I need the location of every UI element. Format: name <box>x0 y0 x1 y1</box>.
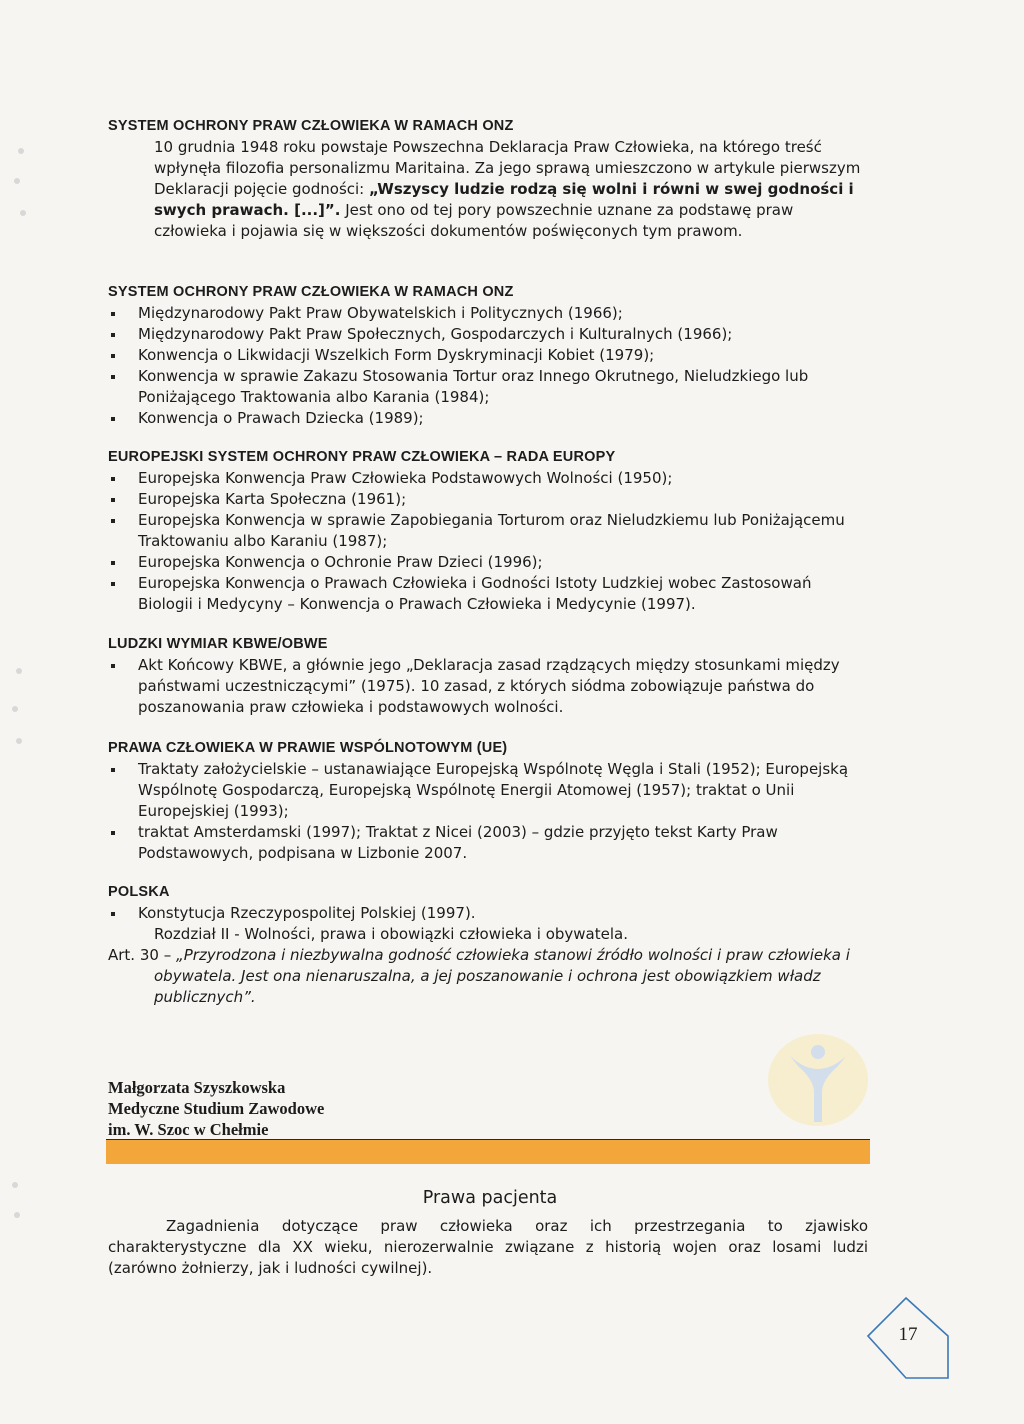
section-heading: LUDZKI WYMIAR KBWE/OBWE <box>108 636 328 652</box>
list-item: Europejska Konwencja w sprawie Zapobiegania Torturom oraz Nieludzkiemu lub Poniżającemu Traktowaniu albo Karaniu (1987); <box>108 510 868 552</box>
author-name: Małgorzata Szyszkowska <box>108 1078 286 1097</box>
list-item: Międzynarodowy Pakt Praw Społecznych, Gospodarczych i Kulturalnych (1966); <box>108 324 868 345</box>
list-item: traktat Amsterdamski (1997); Traktat z Nicei (2003) – gdzie przyjęto tekst Karty Praw Podstawowych, podpisana w Lizbonie 2007. <box>108 822 868 864</box>
section-kbwe <box>108 634 868 718</box>
list-item: Europejska Konwencja Praw Człowieka Podstawowych Wolności (1950); <box>108 468 868 489</box>
section-onz-intro <box>108 116 868 242</box>
page-number: 17 <box>898 1324 918 1345</box>
section-council-of-europe <box>108 447 868 615</box>
section-onz-list <box>108 282 868 429</box>
punch-mark <box>14 178 20 184</box>
article-label: Art. 30 – <box>108 946 176 964</box>
punch-mark <box>12 1182 18 1188</box>
section-eu-law <box>108 738 868 864</box>
document-list <box>108 903 868 924</box>
paragraph-text: 10 grudnia 1948 roku powstaje Powszechna Deklaracja Praw Człowieka, na którego treść wpłynęła filozofia personalizmu Maritaina. Za jego sprawą umieszczono w artykule pierwszym Deklaracji pojęcie godności: <box>154 138 861 198</box>
page-number-badge <box>866 1296 950 1380</box>
author-block <box>108 1077 324 1140</box>
section-heading: SYSTEM OCHRONY PRAW CZŁOWIEKA W RAMACH ONZ <box>108 118 514 134</box>
author-place: im. W. Szoc w Chełmie <box>108 1120 269 1139</box>
punch-mark <box>16 668 22 674</box>
paragraph-text: Jest ono od tej pory powszechnie uznane za podstawę praw człowieka i pojawia się w większości dokumentów poświęconych tym prawom. <box>154 201 794 240</box>
article-intro: Zagadnienia dotyczące praw człowieka oraz ich przestrzegania to zjawisko charakterystyczne dla XX wieku, nierozerwalnie związane z historią wojen oraz losami ludzi (zarówno żołnierzy, jak i ludności cywilnej). <box>108 1217 868 1277</box>
punch-mark <box>12 706 18 712</box>
list-item: Europejska Konwencja o Prawach Człowieka i Godności Istoty Ludzkiej wobec Zastosowań Biologii i Medycyny – Konwencja o Prawach Człowieka i Medycynie (1997). <box>108 573 868 615</box>
section-heading: EUROPEJSKI SYSTEM OCHRONY PRAW CZŁOWIEKA – RADA EUROPY <box>108 449 616 465</box>
section-heading: PRAWA CZŁOWIEKA W PRAWIE WSPÓLNOTOWYM (UE) <box>108 740 508 756</box>
article-text: „Przyrodzona i niezbywalna godność człowieka stanowi źródło wolności i praw człowieka i obywatela. Jest ona nienaruszalna, a jej poszanowanie i ochrona jest obowiązkiem władz publicznych”. <box>154 946 850 1006</box>
document-list <box>108 759 868 864</box>
section-divider-bar <box>106 1139 870 1164</box>
chapter-line: Rozdział II - Wolności, prawa i obowiązki człowieka i obywatela. <box>154 925 628 943</box>
document-list <box>108 303 868 429</box>
list-item: Traktaty założycielskie – ustanawiające Europejską Wspólnotę Węgla i Stali (1952); Europejską Wspólnotę Gospodarczą, Europejską Wspólnotę Energii Atomowej (1957); traktat o Unii Europejskiej (1993); <box>108 759 868 822</box>
article-title: Prawa pacjenta <box>422 1188 558 1208</box>
declaration-quote: „Wszyscy ludzie rodzą się wolni i równi w swej godności i swych prawach. [...]”. <box>154 180 854 219</box>
list-item: Międzynarodowy Pakt Praw Obywatelskich i Politycznych (1966); <box>108 303 868 324</box>
section-poland <box>108 882 868 1008</box>
article-30 <box>108 945 868 1008</box>
list-item: Konwencja o Prawach Dziecka (1989); <box>108 408 868 429</box>
list-item: Konwencja o Likwidacji Wszelkich Form Dyskryminacji Kobiet (1979); <box>108 345 868 366</box>
watermark-logo-icon <box>760 1022 876 1132</box>
punch-mark <box>20 210 26 216</box>
list-item: Konstytucja Rzeczypospolitej Polskiej (1997). <box>108 903 868 924</box>
document-list <box>108 655 868 718</box>
punch-mark <box>16 738 22 744</box>
list-item: Akt Końcowy KBWE, a głównie jego „Deklaracja zasad rządzących między stosunkami między państwami uczestniczącymi” (1975). 10 zasad, z których siódma zobowiązuje państwa do poszanowania praw człowieka i podstawowych wolności. <box>108 655 868 718</box>
list-item: Europejska Karta Społeczna (1961); <box>108 489 868 510</box>
section-heading: POLSKA <box>108 884 170 900</box>
list-item: Konwencja w sprawie Zakazu Stosowania Tortur oraz Innego Okrutnego, Nieludzkiego lub Poniżającego Traktowania albo Karania (1984); <box>108 366 868 408</box>
punch-mark <box>18 148 24 154</box>
punch-mark <box>14 1212 20 1218</box>
document-list <box>108 468 868 615</box>
list-item: Europejska Konwencja o Ochronie Praw Dzieci (1996); <box>108 552 868 573</box>
section-paragraph <box>108 137 868 242</box>
author-school: Medyczne Studium Zawodowe <box>108 1099 325 1118</box>
section-heading: SYSTEM OCHRONY PRAW CZŁOWIEKA W RAMACH ONZ <box>108 284 514 300</box>
